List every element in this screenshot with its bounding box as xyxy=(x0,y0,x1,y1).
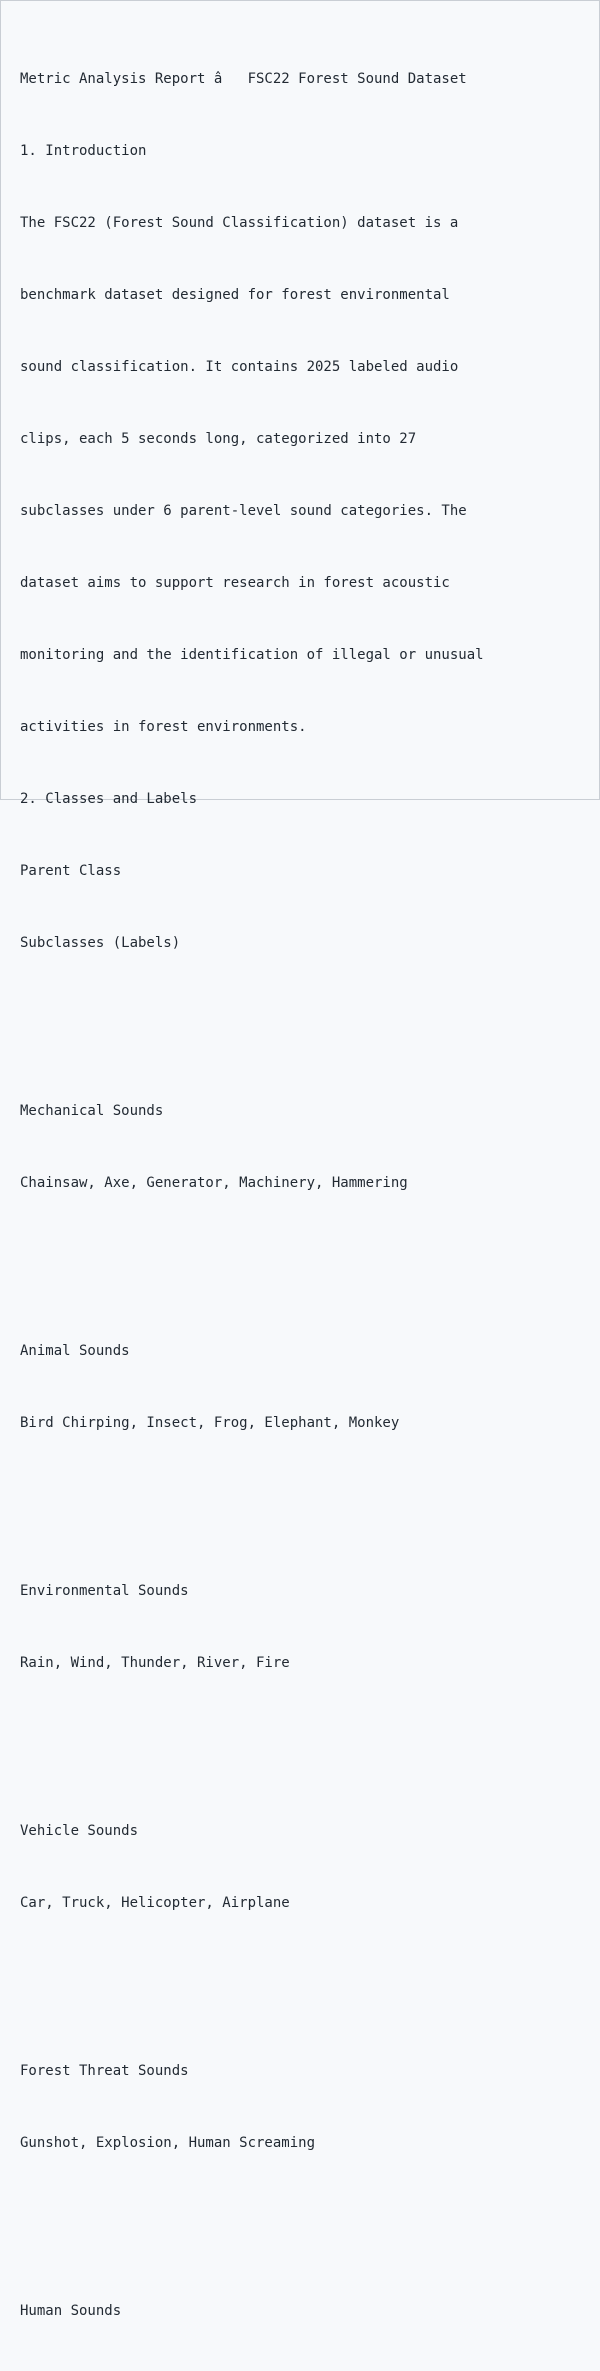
report-content xyxy=(20,19,590,2371)
spacer xyxy=(20,1267,590,1291)
class-parent-animal: Animal Sounds xyxy=(20,1343,130,1359)
classes-heading: 2. Classes and Labels xyxy=(20,791,198,807)
class-labels-mechanical: Chainsaw, Axe, Generator, Machinery, Hammering xyxy=(20,1175,408,1191)
intro-heading: 1. Introduction xyxy=(20,143,147,159)
intro-line: activities in forest environments. xyxy=(20,719,307,735)
spacer xyxy=(20,1747,590,1771)
spacer xyxy=(20,2227,590,2251)
class-parent-mechanical: Mechanical Sounds xyxy=(20,1103,164,1119)
report-title: Metric Analysis Report â FSC22 Forest Sound Dataset xyxy=(20,71,467,87)
spacer xyxy=(20,1027,590,1051)
intro-line: sound classification. It contains 2025 labeled audio xyxy=(20,359,459,375)
class-parent-environmental: Environmental Sounds xyxy=(20,1583,189,1599)
intro-line: benchmark dataset designed for forest environmental xyxy=(20,287,450,303)
intro-line: monitoring and the identification of illegal or unusual xyxy=(20,647,484,663)
spacer xyxy=(20,1987,590,2011)
intro-line: subclasses under 6 parent-level sound categories. The xyxy=(20,503,467,519)
spacer xyxy=(20,1507,590,1531)
class-labels-forest-threat: Gunshot, Explosion, Human Screaming xyxy=(20,2135,316,2151)
class-parent-vehicle: Vehicle Sounds xyxy=(20,1823,139,1839)
class-parent-forest-threat: Forest Threat Sounds xyxy=(20,2063,189,2079)
class-labels-environmental: Rain, Wind, Thunder, River, Fire xyxy=(20,1655,290,1671)
intro-line: clips, each 5 seconds long, categorized into 27 xyxy=(20,431,417,447)
intro-line: dataset aims to support research in forest acoustic xyxy=(20,575,450,591)
column-header-subclasses: Subclasses (Labels) xyxy=(20,935,181,951)
class-parent-human: Human Sounds xyxy=(20,2303,122,2319)
class-labels-animal: Bird Chirping, Insect, Frog, Elephant, Monkey xyxy=(20,1415,400,1431)
intro-line: The FSC22 (Forest Sound Classification) dataset is a xyxy=(20,215,459,231)
class-labels-vehicle: Car, Truck, Helicopter, Airplane xyxy=(20,1895,290,1911)
column-header-parent: Parent Class xyxy=(20,863,122,879)
